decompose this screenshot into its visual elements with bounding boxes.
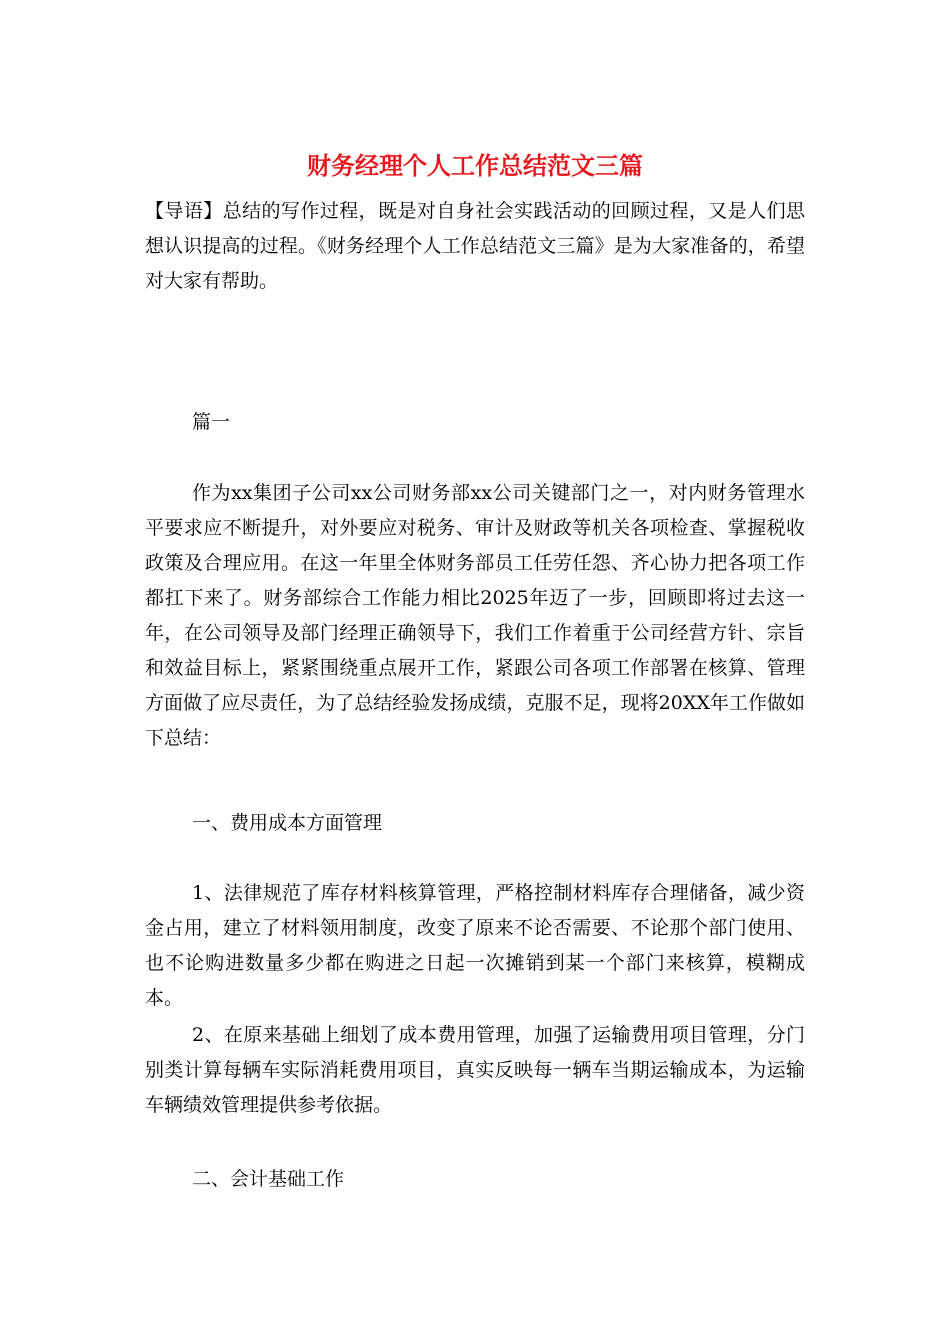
- list-item-inventory: 1、法律规范了库存材料核算管理，严格控制材料库存合理储备，减少资金占用，建立了材料领用制度，改变了原来不论否需要、不论那个部门使用、也不论购进数量多少都在购进之日起一次摊销到某一个部门来核算，模糊成本。: [145, 882, 805, 1009]
- section-label: 篇一: [192, 411, 231, 433]
- body-paragraph: 作为xx集团子公司xx公司财务部xx公司关键部门之一，对内财务管理水平要求应不断提升，对外要应对税务、审计及财政等机关各项检查、掌握税收政策及合理应用。在这一年里全体财务部员工任劳任怨、齐心协力把各项工作都扛下来了。财务部综合工作能力相比2025年迈了一步，回顾即将过去这一年，在公司领导及部门经理正确领导下，我们工作着重于公司经营方针、宗旨和效益目标上，紧紧围绕重点展开工作，紧跟公司各项工作部署在核算、管理方面做了应尽责任，为了总结经验发扬成绩，克服不足，现将20XX年工作做如下总结：: [145, 482, 805, 749]
- intro-paragraph: 【导语】总结的写作过程，既是对自身社会实践活动的回顾过程，又是人们思想认识提高的过程。《财务经理个人工作总结范文三篇》是为大家准备的，希望对大家有帮助。: [145, 200, 805, 292]
- section-heading-cost-management: 一、费用成本方面管理: [192, 812, 383, 834]
- section-heading-accounting-basics: 二、会计基础工作: [192, 1168, 345, 1190]
- document-title: 财务经理个人工作总结范文三篇: [307, 151, 643, 180]
- list-item-cost-detail: 2、在原来基础上细划了成本费用管理，加强了运输费用项目管理，分门别类计算每辆车实际消耗费用项目，真实反映每一辆车当期运输成本，为运输车辆绩效管理提供参考依据。: [145, 1024, 805, 1116]
